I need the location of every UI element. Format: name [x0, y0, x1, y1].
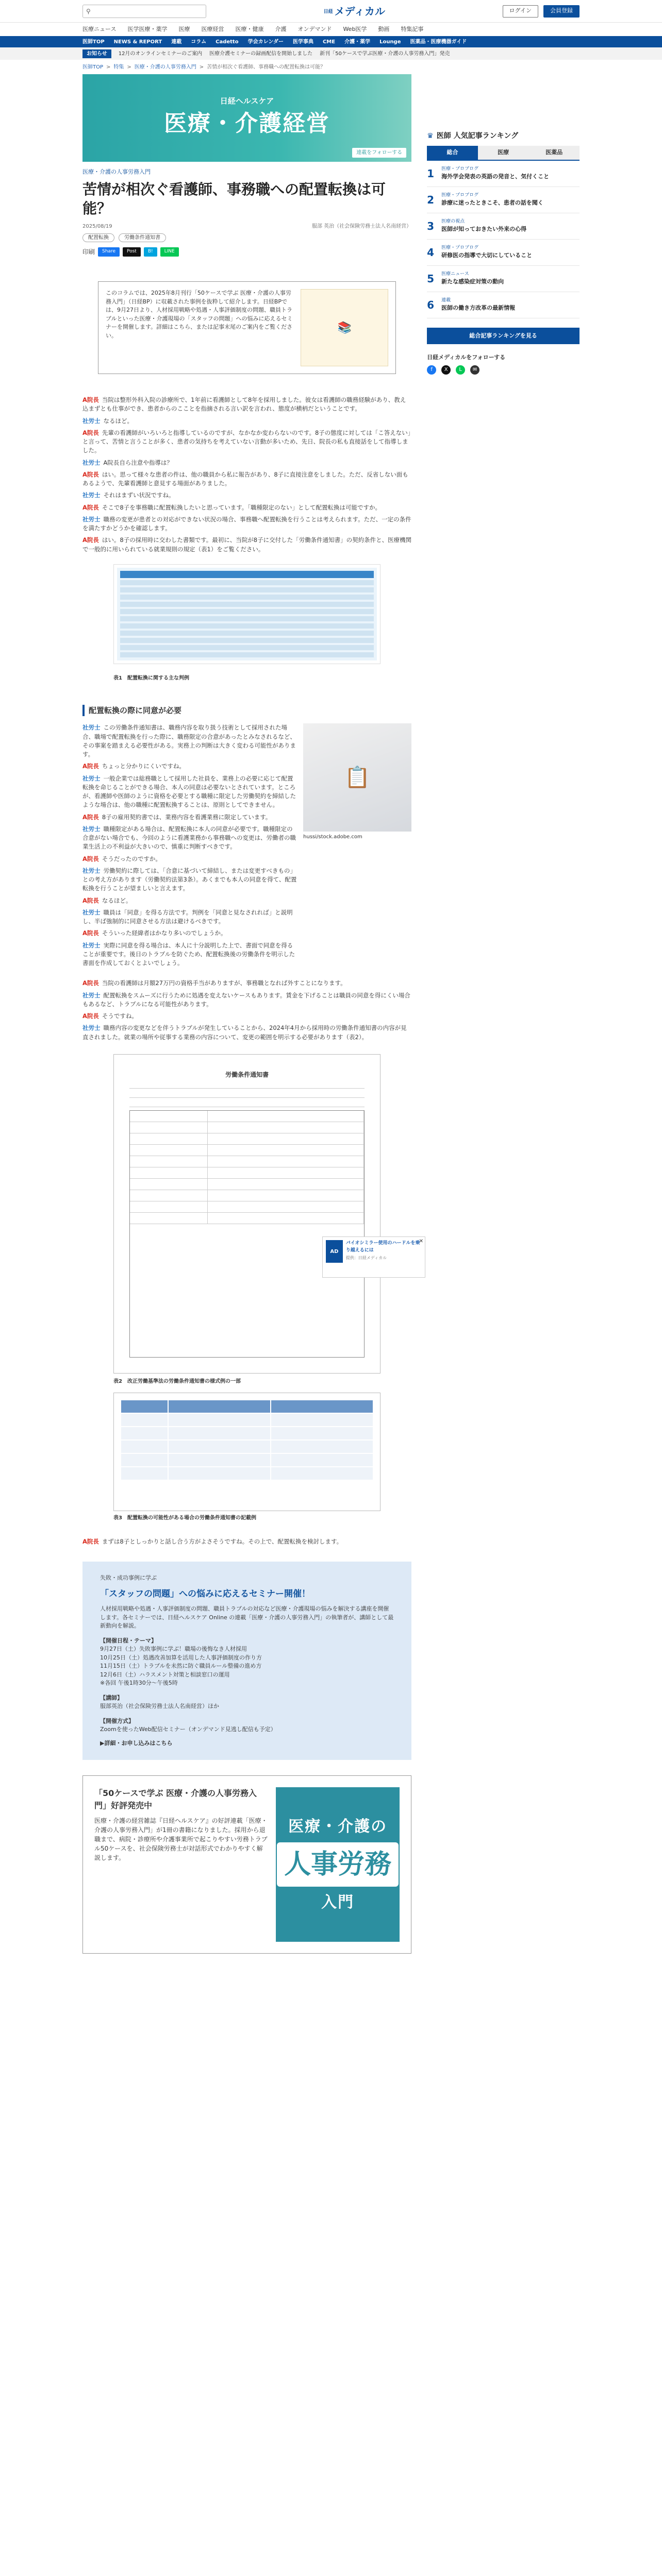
ranking-number: 6 — [427, 298, 435, 311]
breadcrumb-link[interactable]: 特集 — [113, 64, 124, 70]
dialogue-line — [82, 396, 411, 414]
seminar-schedule-item: ※各回 午後1時30分～午後5時 — [100, 1680, 178, 1687]
dialogue-text: 職員は「同意」を得る方法です。判例を「同意と見なされれば」と説明し、半ば強制的に同意させる方法は避けるべきです。 — [82, 908, 293, 925]
dialogue-line — [82, 536, 411, 554]
follow-series-button[interactable]: 連載をフォローする — [352, 148, 406, 158]
logo-text: メディカル — [334, 5, 385, 18]
banner-line1: 日経ヘルスケア — [220, 96, 274, 106]
dialogue-section-3 — [82, 979, 411, 1042]
dialogue-line — [82, 941, 297, 968]
dialogue-section-1 — [82, 396, 411, 554]
dialogue-text: はい。8子の採用時に交わした書類です。最初に、当院が8子に交付した「労働条件通知書」の契約条件と、医療機関で一般的に用いられている就業規則の規定（表1）をご覧ください。 — [82, 536, 412, 553]
dialogue-text: A院長自ら注意や指導は？ — [103, 459, 173, 466]
dialogue-line — [82, 929, 297, 938]
subnav-item[interactable]: 介護・薬学 — [344, 39, 371, 45]
sub-nav — [0, 36, 662, 47]
figure-caption: 表3 配置転換の可能性がある場合の労働条件通知書の記載例 — [113, 1515, 256, 1521]
dialogue-text: はい。思って様々な患者の件は、他の職員から私に報告があり、8子に直接注意をしました。ただ、反省しない面もあるようで、先輩看護師と意見する場面がありました。 — [82, 470, 408, 487]
dialogue-text: 当院は整形外科入院の診療所で、1年前に看護師として8年を採用しました。彼女は看護師の職務経験があり、教え込まずとも仕事ができ、患者からのこことを指摘される言い訳を言われ、態度が横柄だということです。 — [82, 396, 406, 413]
ranking-more-button[interactable]: 総合記事ランキングを見る — [427, 328, 580, 345]
dialogue-section-2 — [82, 723, 297, 971]
seminar-schedule-item: 11月15日（土）トラブルを未然に防ぐ職員ルール整備の進め方 — [100, 1663, 262, 1670]
breadcrumb-sep: > — [106, 64, 111, 70]
ranking-title — [427, 131, 580, 142]
tab-drug[interactable]: 医薬品 — [528, 146, 580, 160]
speaker-label: A院長 — [82, 896, 99, 904]
ranking-number: 4 — [427, 246, 435, 259]
section-heading: 配置転換の際に同意が必要 — [82, 705, 411, 717]
ranking-item[interactable] — [427, 266, 580, 292]
speaker-label: A院長 — [82, 470, 99, 478]
ranking-item[interactable] — [427, 187, 580, 213]
dialogue-line — [82, 503, 411, 512]
line-share-button[interactable]: LINE — [160, 247, 179, 257]
nav-item[interactable]: 特集記事 — [401, 25, 424, 32]
dialogue-line — [82, 417, 411, 426]
hatena-bookmark-button[interactable]: B! — [144, 247, 157, 257]
news-item[interactable]: 医療介護セミナーの録画配信を開始しました — [209, 50, 313, 57]
floating-ad[interactable] — [322, 1236, 425, 1278]
dialogue-text: 一般企業では総務職として採用した社員を、業務上の必要に応じて配置転換を命じることができる場合、本人の同意は必要ないとされています。ところが、看護師や医師のように資格を必要とする職種に限定した労働契約を締結したような場合は、他の職種に配置転換することは、原則としてできません。 — [82, 774, 296, 809]
subnav-item[interactable]: 医学事典 — [292, 39, 313, 45]
seminar-schedule-item: 12月6日（土）ハラスメント対策と相談窓口の運用 — [100, 1671, 230, 1678]
nav-item[interactable]: Web医学 — [343, 25, 367, 32]
speaker-label: 社労士 — [82, 417, 101, 425]
speaker-label: 社労士 — [82, 492, 101, 499]
ranking-article-title[interactable]: 海外学会発表の英語の発音と、気付くこと — [441, 173, 550, 180]
article-main — [82, 74, 411, 1954]
ranking-item[interactable] — [427, 292, 580, 318]
dialogue-text: そういった経緯者はかなり多いのでしょうか。 — [102, 929, 227, 937]
ranking-category: 医療ニュース — [441, 271, 469, 277]
speaker-label: A院長 — [82, 762, 99, 770]
speaker-label: A院長 — [82, 429, 99, 436]
speaker-label: A院長 — [82, 813, 99, 821]
line-icon[interactable]: L — [456, 365, 465, 375]
seminar-schedule-item: 10月25日（土）処遇改善加算を活用した人事評価制度の作り方 — [100, 1654, 262, 1661]
dialogue-text: 労働契約に際しては、「合意に基づいて締結し、または変更すべきもの」との考え方があります（労働契約法第3条）。あくまでも本人の同意を得て、配置転換を行うことが望ましいと言えます。 — [82, 867, 297, 892]
dialogue-closing — [82, 1537, 411, 1546]
ranking-number: 2 — [427, 193, 435, 206]
series-name[interactable]: 医療・介護の人事労務入門 — [82, 168, 151, 175]
login-button[interactable]: ログイン — [503, 5, 538, 18]
ranking-category: 医療の視点 — [441, 218, 465, 224]
speaker-label: 社労士 — [82, 774, 101, 782]
subnav-item[interactable]: NEWS & REPORT — [113, 39, 162, 45]
ranking-number: 1 — [427, 167, 435, 180]
dialogue-text: 職務の変更が患者との対応ができない状況の場合、事務職へ配置転換を行うことは考えられます。ただ、一定の条件を満たすかどうかを確認します。 — [82, 515, 411, 532]
intro-text: このコラムでは、2025年8月刊行「50ケースで学ぶ 医療・介護の人事労務入門」（日経BP）に収載された事例を抜粋して紹介します。日経BPでは、9月27日より、人材採用戦略や処遇・人事評価制度の問題、職員トラブルといった医療・介護現場の「スタッフの問題」への悩みに応えるセミナーを開催します。詳細はこちら、または記事末尾のご案内をご覧ください。 — [106, 290, 293, 339]
speaker-label: A院長 — [82, 1537, 99, 1545]
intro-box — [98, 281, 396, 374]
seminar-schedule-item: 9月27日（土）失敗事例に学ぶ！職場の後悔なき人材採用 — [100, 1646, 247, 1653]
figure-caption: 表2 改正労働基準法の労働条件通知書の様式例の一部 — [113, 1378, 241, 1384]
dialogue-text: 8子の雇用契約書では、業務内容を看護業務に限定しています。 — [102, 813, 272, 821]
cover-line2: 人事労務 — [277, 1842, 399, 1887]
dialogue-line — [82, 491, 411, 500]
nav-item[interactable]: 医療 — [178, 25, 190, 32]
figure-table-1[interactable] — [113, 564, 380, 664]
dialogue-line — [82, 813, 297, 822]
ranking-article-title[interactable]: 医師が知っておきたい外来の心得 — [441, 226, 527, 232]
article-date: 2025/08/19 — [82, 224, 112, 230]
seminar-box — [82, 1562, 411, 1760]
ad-thumbnail: AD — [326, 1240, 343, 1263]
speaker-label: 社労士 — [82, 867, 101, 874]
article-title: 苦情が相次ぐ看護師、事務職への配置転換は可能？ — [82, 180, 386, 217]
photo-credit: hussi/stock.adobe.com — [303, 834, 362, 840]
dialogue-line — [82, 429, 411, 455]
dialogue-line — [82, 991, 411, 1009]
ranking-tabs — [427, 146, 580, 161]
news-item[interactable]: 12月のオンラインセミナーのご案内 — [118, 50, 203, 57]
news-bar — [0, 47, 662, 60]
tag-list — [82, 233, 411, 242]
sidebar — [427, 74, 580, 1954]
dialogue-line — [82, 774, 297, 810]
ranking-article-title[interactable]: 研修医の指導で大切にしていること — [441, 252, 533, 259]
ranking-item[interactable] — [427, 213, 580, 240]
ad-source: 提供：日経メディカル — [345, 1256, 387, 1260]
nav-item[interactable]: オンデマンド — [297, 25, 332, 32]
speaker-label: A院長 — [82, 979, 99, 987]
subnav-item[interactable]: 学会カレンダー — [247, 39, 284, 45]
seminar-body: 人材採用戦略や処遇・人事評価制度の問題、職員トラブルの対応など医療・介護現場の悩みを解決する講座を開催します。各セミナーでは、日経ヘルスケア Online の連載「医療・介護の人事労務入門」の執筆者が、講師として最新動向を解説。 — [100, 1605, 394, 1630]
speaker-label: 社労士 — [82, 825, 101, 833]
dialogue-text: それはまずい状況ですね。 — [103, 492, 175, 499]
ranking-item[interactable] — [427, 240, 580, 266]
dialogue-line — [82, 855, 297, 863]
search-icon[interactable]: ⚲ — [86, 7, 91, 15]
ranking-list — [427, 161, 580, 318]
seminar-label: 【開催方式】 — [100, 1717, 134, 1724]
x-post-button[interactable]: Post — [123, 247, 141, 257]
dialogue-line — [82, 470, 411, 488]
seminar-lecturer: 服部英治（社会保険労務士法人名南経営）ほか — [100, 1703, 219, 1710]
facebook-share-button[interactable]: Share — [98, 247, 120, 257]
subnav-item[interactable]: Lounge — [379, 39, 401, 45]
dialogue-text: 先輩の看護師がいろいろと指導しているのですが、なかなか変わらないのです。8子の態度に対しては「こ答えない」と言って、苦情と言うことが多く、患者の気持ちを考えていない言動が多いため、先日、院長の私も直接話をして指導しました。 — [82, 429, 411, 454]
seminar-pre: 失敗・成功事例に学ぶ — [100, 1574, 157, 1582]
ranking-category: 医療・プロブログ — [441, 245, 479, 250]
ranking-title-text: 医師 人気記事ランキング — [436, 132, 519, 140]
sns-links — [427, 365, 580, 375]
dialogue-text: 実際に同意を得る場合は、本人に十分説明した上で、書面で同意を得ることが重要です。後日のトラブルを防ぐため、配置転換後の労働条件を明示した書面を作成しておくとよいでしょう。 — [82, 941, 295, 967]
dialogue-line — [82, 459, 411, 467]
subnav-item[interactable]: コラム — [191, 39, 207, 45]
nav-item[interactable]: 医学医療・薬学 — [127, 25, 168, 32]
seminar-label: 【開催日程・テーマ】 — [100, 1637, 157, 1644]
close-icon[interactable]: ✕ — [419, 1239, 423, 1244]
article-meta — [82, 223, 411, 230]
seminar-format: Zoomを使ったWeb配信セミナー（オンデマンド見逃し配信も予定） — [100, 1726, 276, 1733]
dialogue-text: 配置転換をスムーズに行うために処遇を変えないケースもあります。賃金を下げることは職員の同意を得にくい場合もあるなど、トラブルになる可能性があります。 — [82, 991, 410, 1008]
dialogue-line — [82, 1537, 411, 1546]
dialogue-text: 当院の看護師は月額27万円の資格手当がありますが、事務職となれば外すことになります。 — [102, 979, 346, 987]
logo-small: 日経 — [323, 9, 333, 14]
search-input[interactable] — [94, 8, 203, 14]
ranking-number: 3 — [427, 219, 435, 232]
speaker-label: 社労士 — [82, 459, 101, 466]
book-cover[interactable] — [276, 1787, 400, 1942]
dialogue-line — [82, 723, 297, 759]
speaker-label: 社労士 — [82, 908, 101, 916]
nav-item[interactable]: 医療ニュース — [82, 25, 117, 32]
subnav-item[interactable]: 医薬品・医療機器ガイド — [410, 39, 467, 45]
book-illustration: 📚 — [301, 289, 388, 366]
figure-form-image[interactable] — [113, 1054, 380, 1374]
figure-table-3[interactable] — [113, 1393, 380, 1511]
facebook-icon[interactable]: f — [427, 365, 436, 375]
mail-icon[interactable]: ✉ — [470, 365, 479, 375]
dialogue-text: この労働条件通知書は、職務内容を取り扱う技術として採用された場合、職場で配置転換を行った際に、職務限定の合意があったとみなされるなど、その事案を踏まえる必要性がある。実務上の判断は大きく変わる可能性があります。 — [82, 724, 296, 758]
subnav-item[interactable]: 連載 — [171, 39, 182, 45]
ranking-category: 連載 — [441, 297, 451, 303]
x-icon[interactable]: X — [441, 365, 451, 375]
dialogue-text: なるほど。 — [103, 417, 133, 425]
tab-medical[interactable]: 医療 — [478, 146, 529, 160]
series-banner[interactable] — [82, 74, 411, 162]
form-title: 労働条件通知書 — [225, 1071, 269, 1078]
dialogue-line — [82, 979, 411, 988]
dialogue-line — [82, 1024, 411, 1042]
share-bar — [82, 247, 411, 257]
ranking-category: 医療・プロブログ — [441, 192, 479, 198]
dialogue-text: 職種限定がある場合は、配置転換に本人の同意が必要です。職種限定の合意がない場合でも、今回のように看護業務から事務職への変更は、労働者の職業生活上の不利益が大きいので、慎重に判断すべきです。 — [82, 825, 296, 851]
dialogue-text: そこで8子を事務職に配置転換したいと思っています。「職種限定のない」として配置転換は可能ですか。 — [102, 503, 382, 511]
follow-title: 日経メディカルをフォローする — [427, 354, 506, 361]
nav-item[interactable]: 医療・健康 — [235, 25, 264, 32]
ranking-article-title[interactable]: 新たな感染症対策の動向 — [441, 278, 504, 285]
book-title: 「50ケースで学ぶ 医療・介護の人事労務入門」好評発売中 — [94, 1788, 257, 1811]
top-bar — [0, 0, 662, 23]
dialogue-line — [82, 908, 297, 926]
seminar-label: 【講師】 — [100, 1694, 123, 1701]
tag[interactable]: 労働条件通知書 — [119, 233, 166, 242]
speaker-label: A院長 — [82, 1012, 99, 1020]
article-photo — [303, 723, 411, 979]
breadcrumb-link[interactable]: 医療・介護の人事労務入門 — [134, 64, 196, 70]
dialogue-text: 職務内容の変更などを伴うトラブルが発生していることから、2024年4月から採用時の労働条件通知書の内容が見直されました。就業の場所や従事する業務の内容について、変更の範囲を明示する必要があります（表2）。 — [82, 1024, 407, 1041]
dialogue-line — [82, 867, 297, 893]
speaker-label: 社労士 — [82, 1024, 101, 1032]
ranking-article-title[interactable]: 診療に迷ったときこそ、患者の話を聞く — [441, 199, 543, 206]
dialogue-line — [82, 515, 411, 533]
breadcrumb — [0, 60, 662, 74]
seminar-link[interactable]: ▶詳細・お申し込みはこちら — [100, 1739, 173, 1747]
tag[interactable]: 配置転換 — [82, 233, 114, 242]
speaker-label: 社労士 — [82, 515, 101, 523]
banner-line2: 医療・介護経営 — [164, 110, 330, 137]
ranking-article-title[interactable]: 医師の働き方改革の最新情報 — [441, 304, 516, 311]
print-button[interactable]: 印刷 — [82, 248, 95, 256]
news-label: お知らせ — [82, 49, 111, 58]
breadcrumb-link[interactable]: 医師TOP — [82, 64, 104, 70]
seminar-title: 「スタッフの問題」への悩みに応えるセミナー開催！ — [100, 1588, 310, 1599]
ranking-number: 5 — [427, 272, 435, 285]
speaker-label: 社労士 — [82, 941, 101, 949]
subnav-item[interactable]: CME — [322, 39, 336, 45]
dialogue-line — [82, 825, 297, 852]
speaker-label: A院長 — [82, 929, 99, 937]
nav-item[interactable]: 介護 — [275, 25, 287, 32]
article-author: 服部 英治（社会保険労務士法人名南経営） — [311, 224, 412, 230]
nav-item[interactable]: 動画 — [378, 25, 390, 32]
cover-line1: 医療・介護の — [288, 1818, 388, 1836]
ranking-item[interactable] — [427, 161, 580, 187]
ranking-category: 医療・プロブログ — [441, 166, 479, 172]
search-box[interactable] — [82, 5, 206, 18]
dialogue-line — [82, 1012, 411, 1021]
speaker-label: 社労士 — [82, 991, 101, 999]
subnav-item[interactable]: Cadetto — [216, 39, 239, 45]
dialogue-text: そうだったのですか。 — [102, 855, 161, 862]
breadcrumb-sep: > — [127, 64, 131, 70]
ad-title[interactable]: バイオシミラー使用のハードルを乗り越えるには — [345, 1241, 420, 1253]
site-logo[interactable] — [211, 4, 498, 19]
nav-item[interactable]: 医療経営 — [201, 25, 224, 32]
register-button[interactable]: 会員登録 — [543, 5, 580, 18]
speaker-label: A院長 — [82, 503, 99, 511]
book-promo — [82, 1775, 411, 1954]
category-nav — [0, 23, 662, 36]
dialogue-text: そうですね。 — [102, 1012, 138, 1020]
breadcrumb-current: 苦情が相次ぐ看護師、事務職への配置転換は可能？ — [207, 64, 326, 70]
subnav-item[interactable]: 医師TOP — [82, 39, 105, 45]
crown-icon: ♛ — [427, 132, 434, 140]
book-description: 医療・介護の経営雑誌『日経ヘルスケア』の好評連載「医療・介護の人事労務入門」が1冊の書籍になりました。採用から退職まで、病院・診療所や介護事業所で起こりやすい労務トラブル50ケースを、社会保険労務士が対話形式でわかりやすく解説します。 — [94, 1817, 268, 1862]
speaker-label: A院長 — [82, 536, 99, 544]
speaker-label: A院長 — [82, 855, 99, 862]
figure-caption: 表1 配置転換に関する主な判例 — [113, 675, 189, 681]
news-item[interactable]: 新刊「50ケースで学ぶ医療・介護の人事労務入門」発売 — [320, 50, 450, 57]
dialogue-text: まずは8子としっかりと話し合う方がよさそうですね。その上で、配置転換を検討します。 — [102, 1537, 343, 1545]
dialogue-line — [82, 762, 297, 771]
dialogue-text: なるほど。 — [102, 896, 132, 904]
speaker-label: A院長 — [82, 396, 99, 404]
doctor-photo-icon: 📋 — [303, 723, 411, 832]
dialogue-line — [82, 896, 297, 905]
cover-line3: 入門 — [321, 1893, 355, 1912]
dialogue-text: ちょっと分かりにくいですね。 — [102, 762, 185, 770]
breadcrumb-sep: > — [199, 64, 204, 70]
speaker-label: 社労士 — [82, 724, 101, 732]
tab-overall[interactable]: 総合 — [427, 146, 478, 160]
